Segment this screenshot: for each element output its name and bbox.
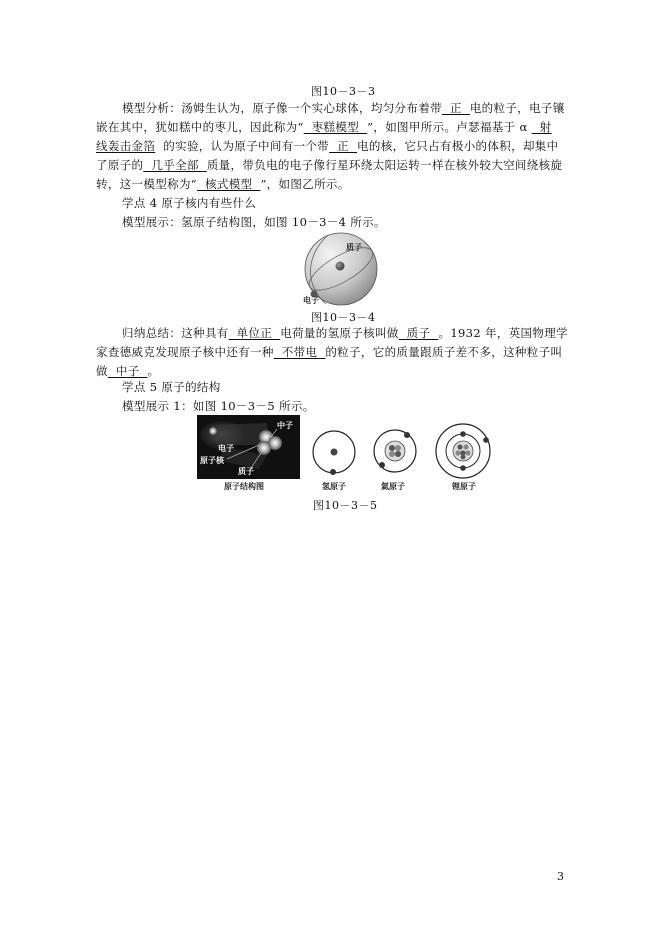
answer-blank: 质子: [398, 326, 439, 340]
model-show-text: 模型展示：氢原子结构图，如图 10－3－4 所示。: [122, 215, 386, 229]
panel-caption: 原子结构图: [224, 482, 264, 491]
answer-blank: 线轰击金箔: [96, 139, 156, 153]
paragraph-line: [96, 156, 562, 175]
paragraph-line: [96, 137, 559, 156]
neutron-label: 中子: [277, 421, 293, 430]
figure-caption-10-3-4: 图10－3－4: [311, 311, 376, 324]
helium-atom-diagram: [370, 425, 420, 477]
hydrogen-atom-diagram: [310, 428, 358, 476]
proton-dot: [336, 262, 345, 271]
answer-blank: 核式模型: [197, 177, 261, 191]
paragraph-line: [96, 118, 552, 137]
text: ”，如图乙所示。: [260, 177, 350, 191]
text: 归纳总结：这种具有: [122, 326, 229, 340]
section-title-point-5: 学点 5 原子的结构: [122, 380, 221, 394]
text: 转，这一模型称为“: [96, 177, 198, 191]
paragraph-line: [122, 99, 565, 118]
text: 的实验，认为原子中间有一个带: [155, 139, 330, 153]
text: 家查德威克发现原子核中还有一种: [96, 345, 274, 359]
answer-blank: 不带电: [273, 345, 326, 359]
page-number: 3: [557, 870, 565, 883]
text: 电的核，它只占有极小的体积，却集中: [357, 139, 559, 153]
panel-caption: 氦原子: [381, 482, 405, 491]
panel-caption: 锂原子: [452, 482, 476, 491]
paragraph-line: [96, 343, 562, 362]
text: 。1932 年，英国物理学: [438, 326, 568, 340]
nucleus-label: 原子核: [200, 456, 224, 465]
text: 了原子的: [96, 158, 144, 172]
text: 模型分析：汤姆生认为，原子像一个实心球体，均匀分布着带: [122, 101, 442, 115]
text: 嵌在其中，犹如糕中的枣儿，因此称为“: [96, 120, 304, 134]
answer-blank: 单位正: [228, 326, 281, 340]
lithium-atom-diagram: [434, 422, 492, 480]
figure-caption-10-3-3: 图10－3－3: [311, 85, 376, 98]
text: 的粒子，它的质量跟质子差不多，这种粒子叫: [325, 345, 563, 359]
proton-label: 质子: [238, 467, 254, 476]
answer-blank: 正: [441, 101, 470, 115]
text: 电荷量的氢原子核叫做: [280, 326, 399, 340]
figure-caption-10-3-5: 图10－3－5: [313, 499, 378, 512]
text: ”，如图甲所示。卢瑟福基于 α: [367, 120, 532, 134]
text: 做: [96, 364, 108, 378]
proton-label: 质子: [346, 243, 362, 252]
text: 电的粒子，电子镶: [469, 101, 565, 115]
section-title-point-4: 学点 4 原子核内有些什么: [122, 196, 257, 210]
text: 。: [147, 364, 160, 378]
paragraph-line: [96, 175, 350, 194]
answer-blank: 中子: [107, 364, 148, 378]
answer-blank: 正: [329, 139, 358, 153]
panel-caption: 氢原子: [322, 482, 346, 491]
answer-blank: 射: [531, 120, 552, 134]
text: 质量，带负电的电子像行星环绕太阳运转一样在核外较大空间绕核旋: [206, 158, 563, 172]
paragraph-line: [122, 324, 568, 343]
electron-label: 电子: [303, 296, 319, 305]
answer-blank: 几乎全部: [143, 158, 207, 172]
electron-label: 电子: [218, 444, 234, 453]
model-show-text: 模型展示 1：如图 10－3－5 所示。: [122, 399, 315, 413]
answer-blank: 枣糕模型: [303, 120, 368, 134]
